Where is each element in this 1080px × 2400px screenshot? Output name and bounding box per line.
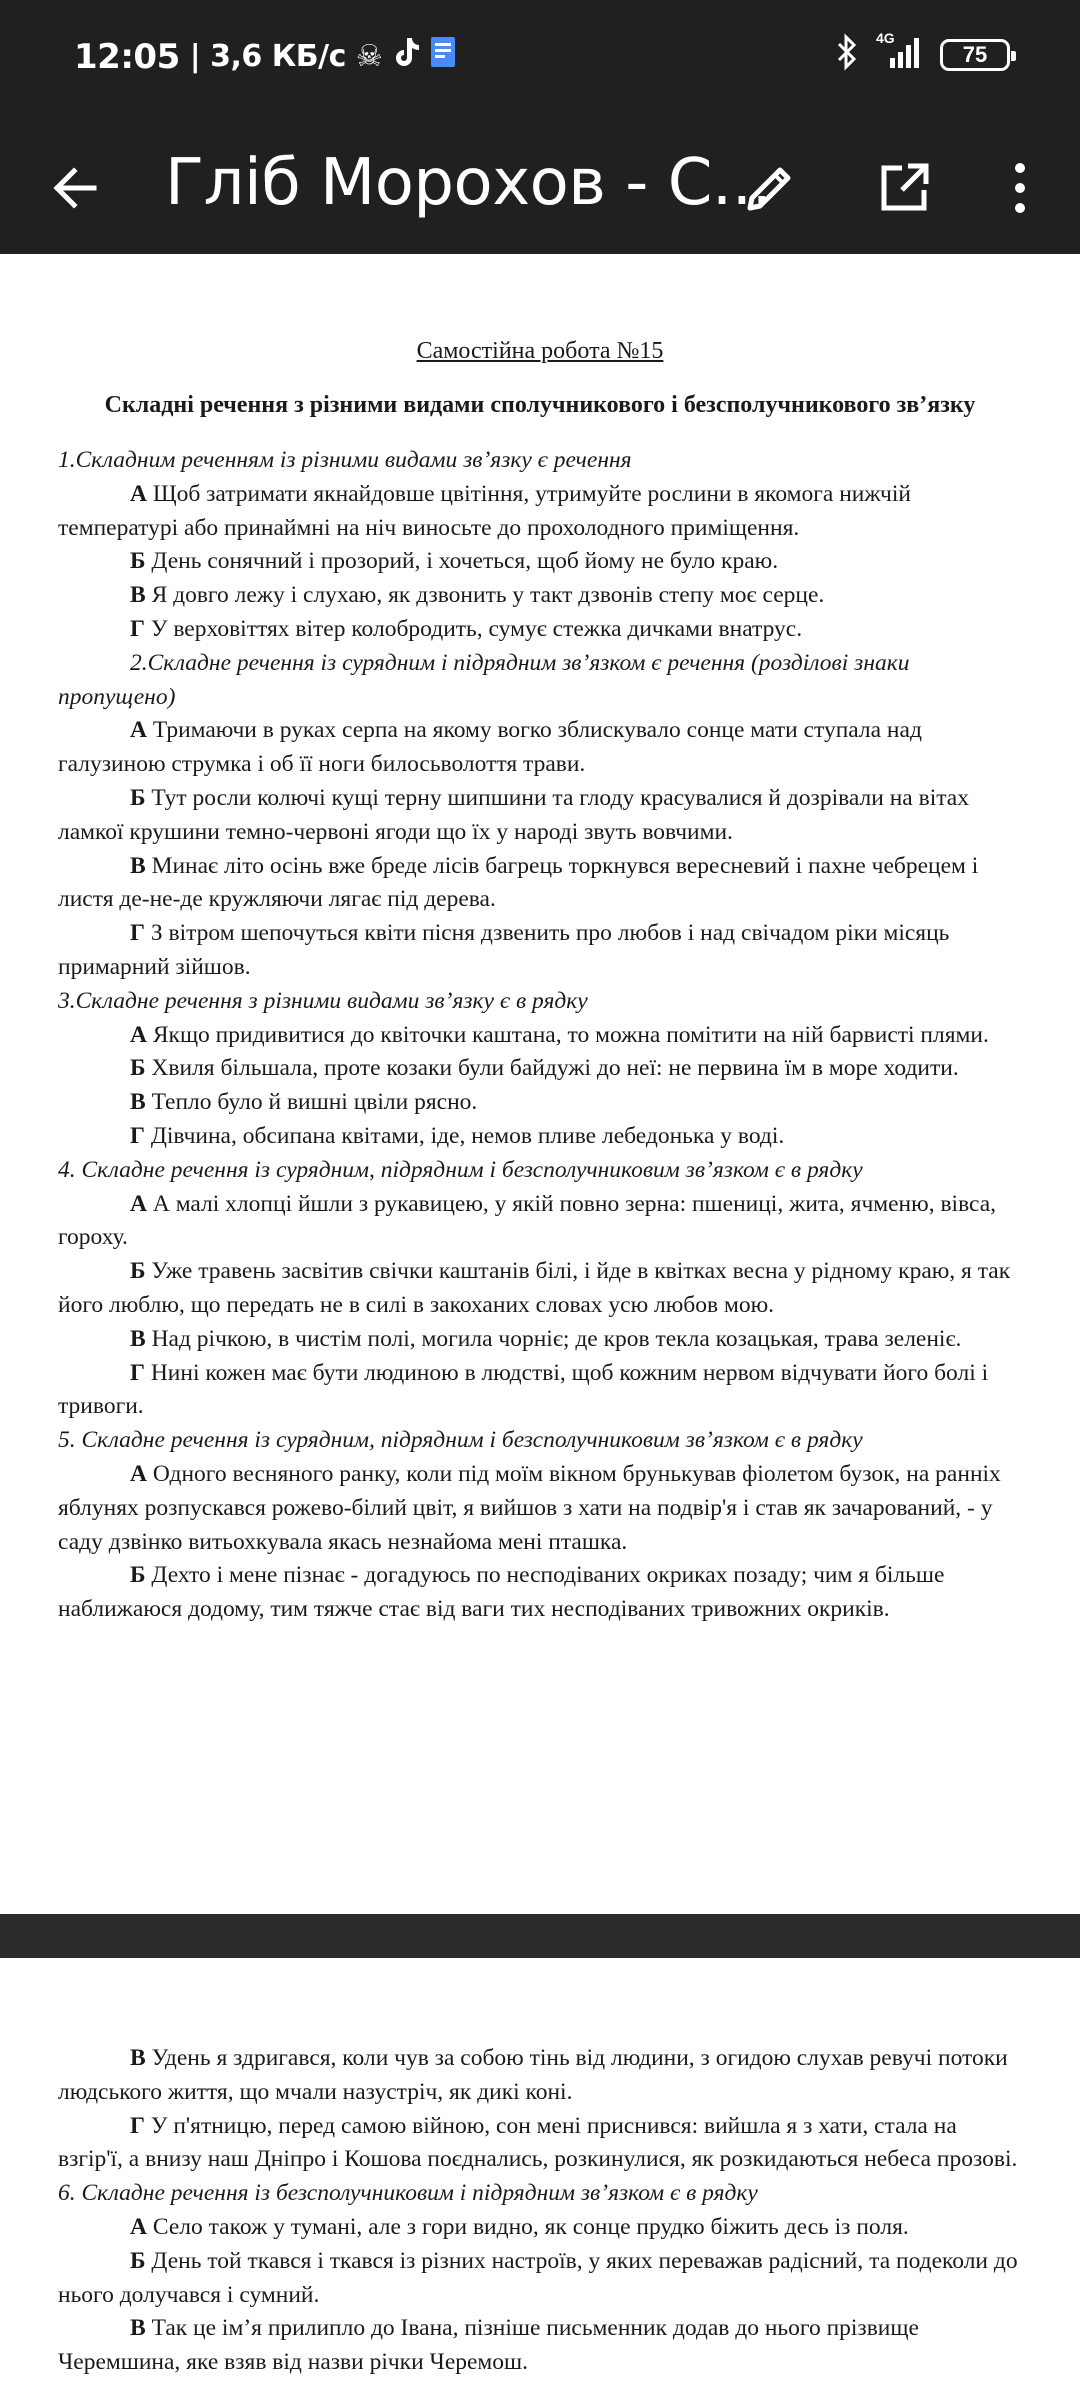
answer-option [58, 1559, 1020, 1627]
tiktok-icon [392, 36, 420, 77]
status-bar [0, 0, 1080, 120]
battery-icon: 75 [940, 39, 1010, 71]
option-letter: Г [130, 2112, 145, 2139]
document-body [58, 444, 1020, 1627]
answer-option [58, 1357, 1020, 1425]
question-text: 5. Складне речення із сурядним, підрядним і безсполучниковим зв’язком є в рядку [58, 1427, 863, 1454]
option-letter: Г [130, 1122, 145, 1149]
option-letter: А [130, 480, 147, 507]
option-letter: В [130, 852, 146, 879]
answer-option [58, 2245, 1020, 2313]
answer-option [58, 2042, 1020, 2110]
question-text: 1.Складним реченням із різними видами зв’язку є речення [58, 447, 632, 473]
answer-option [58, 714, 1020, 782]
option-text: Якщо придивитися до квіточки каштана, то можна помітити на ній барвисті плями. [146, 1021, 989, 1048]
option-text: Тепло було й вишні цвіли рясно. [145, 1089, 478, 1116]
option-text: Дехто і мене пізнає - догадуюсь по несподіваних окриках позаду; чим я більше наближаюся додому, тим тяжче стає від ваги тих несподіваних тривожних окриків. [58, 1562, 945, 1623]
edit-pencil-icon[interactable] [742, 160, 798, 216]
option-letter: Г [130, 1359, 145, 1386]
question-text: 6. Складне речення із безсполучниковим і підрядним зв’язком є в рядку [58, 2180, 758, 2207]
signal-icon: 4G [876, 34, 922, 75]
option-letter: Б [130, 1562, 146, 1589]
option-text: А малі хлопці йшли з рукавицею, у якій повно зерна: пшениці, жита, ячменю, вівса, гороху. [58, 1190, 997, 1251]
back-arrow-icon[interactable] [50, 162, 102, 214]
answer-option [58, 579, 1020, 613]
document-page-2 [0, 1958, 1080, 2400]
option-text: Щоб затримати якнайдовше цвітіння, утримуйте рослини в якомога нижчій температурі або принаймні на ніч виносьте до прохолодного приміщення. [58, 480, 911, 541]
clock: 12:05 [74, 36, 180, 77]
option-text: У верховіттях вітер колобродить, сумує стежка дичками внатрус. [144, 615, 803, 642]
answer-option [58, 1323, 1020, 1357]
option-text: З вітром шепочуться квіти пісня дзвенить про любов і над свічадом ріки місяць примарний зійшов. [58, 920, 950, 980]
document-title: Гліб Морохов - С... [165, 146, 772, 220]
document-page [0, 254, 1080, 1914]
answer-option [58, 1086, 1020, 1120]
network-speed: | 3,6 КБ/с [189, 39, 346, 74]
option-text: Хвиля більшала, проте козаки були байдужі до неї: не первина їм в море ходити. [145, 1055, 959, 1082]
option-letter: В [130, 2045, 146, 2071]
option-letter: Б [130, 2247, 146, 2274]
answer-option [58, 1188, 1020, 1256]
option-letter: Б [130, 784, 146, 811]
open-external-icon[interactable] [876, 160, 932, 216]
answer-option [58, 1019, 1020, 1053]
answer-option [58, 2110, 1020, 2178]
answer-option [58, 1120, 1020, 1154]
status-left [74, 36, 456, 77]
option-text: Тримаючи в руках серпа на якому вогко зблискувало сонце мати ступала над галузиною струмка і об її ноги билосьволоття трави. [58, 717, 922, 778]
option-letter: Б [130, 1258, 146, 1285]
option-letter: А [130, 2213, 147, 2240]
answer-option [58, 2312, 1020, 2380]
option-letter: В [130, 2315, 146, 2342]
option-text: Я довго лежу і слухаю, як дзвонить у такт дзвонів степу моє серце. [145, 582, 825, 609]
answer-option [58, 1458, 1020, 1559]
option-letter: Г [130, 615, 145, 642]
option-text: Одного весняного ранку, коли під моїм вікном брунькував фіолетом бузок, на ранніх яблунях розпускався рожево-білий цвіт, я вийшов з хати на подвір'я і став як зачарований, - у саду дзвінко витьохкувала якась незнайома мені пташка. [58, 1460, 1001, 1555]
option-text: День сонячний і прозорий, і хочеться, щоб йому не було краю. [145, 548, 779, 575]
more-vertical-icon[interactable] [1000, 156, 1040, 220]
status-right [836, 30, 1010, 75]
page-title: Самостійна робота №15 [416, 338, 664, 364]
answer-option [58, 613, 1020, 647]
option-letter: А [130, 1190, 147, 1217]
page-divider [0, 1914, 1080, 1958]
document-body-2 [58, 2042, 1020, 2380]
option-text: Тут росли колючі кущі терну шипшини та глоду красувалися й дозрівали на вітах ламкої крушини темно-червоні ягоди що їх у народі звуть вовчими. [58, 784, 969, 845]
answer-option [58, 917, 1020, 985]
option-letter: Б [130, 1055, 146, 1082]
answer-option [58, 782, 1020, 850]
question-text: 3.Складне речення з різними видами зв’язку є в рядку [58, 987, 588, 1014]
question-text: 2.Складне речення із сурядним і підрядним зв’язком є речення (розділові знаки пропущено) [58, 649, 910, 710]
option-letter: В [130, 1325, 146, 1352]
option-text: Уже травень засвітив свічки каштанів білі, і йде в квітках весна у рідному краю, я так його люблю, що передать не в силі в закоханих словах усю любов мою. [58, 1258, 1011, 1318]
option-letter: Б [130, 548, 146, 575]
option-text: Над річкою, в чистім полі, могила чорніє; де кров текла козацькая, трава зеленіє. [145, 1325, 962, 1352]
option-text: Так це ім’я прилипло до Івана, пізніше письменник додав до нього прізвище Черемшина, яке взяв від назви річки Черемош. [58, 2315, 919, 2376]
option-text: Минає літо осінь вже бреде лісів багрець торкнувся вересневий і пахне чебрецем і листя де-не-де кружляючи лягає під дерева. [58, 852, 979, 913]
page-subtitle: Складні речення з різними видами сполучникового і безсполучникового зв’язку [104, 392, 976, 418]
option-text: Нині кожен має бути людиною в людстві, щоб кожним нервом відчувати його болі і тривоги. [58, 1359, 989, 1420]
docs-icon [430, 36, 456, 77]
answer-option [58, 478, 1020, 546]
skull-icon: ☠ [355, 39, 383, 74]
option-text: День той ткався і ткався із різних настроїв, у яких переважав радісний, та подеколи до нього долучався і сумний. [58, 2247, 1018, 2308]
option-letter: Г [130, 920, 145, 947]
option-text: У п'ятницю, перед самою війною, сон мені приснився: вийшла я з хати, стала на взгір'ї, а внизу наш Дніпро і Кошова поєднались, розкинулися, як розкидаються небеса прозові. [58, 2112, 1018, 2173]
answer-option [58, 545, 1020, 579]
option-letter: А [130, 717, 147, 744]
answer-option [58, 1052, 1020, 1086]
option-letter: А [130, 1021, 147, 1048]
option-text: Удень я здригався, коли чув за собою тінь від людини, з огидою слухав ревучі потоки людського життя, що мчали назустріч, як дикі коні. [58, 2045, 1008, 2105]
bluetooth-icon [836, 34, 858, 75]
answer-option [58, 850, 1020, 918]
app-bar [0, 120, 1080, 254]
option-letter: А [130, 1460, 147, 1487]
answer-option [58, 1255, 1020, 1323]
question-text: 4. Складне речення із сурядним, підрядним і безсполучниковим зв’язком є в рядку [58, 1156, 863, 1183]
option-text: Дівчина, обсипана квітами, іде, немов пливе лебедонька у воді. [144, 1122, 785, 1149]
answer-option [58, 2211, 1020, 2245]
option-text: Село також у тумані, але з гори видно, як сонце прудко біжить десь із поля. [146, 2213, 909, 2240]
option-letter: В [130, 1089, 146, 1116]
option-letter: В [130, 582, 146, 609]
